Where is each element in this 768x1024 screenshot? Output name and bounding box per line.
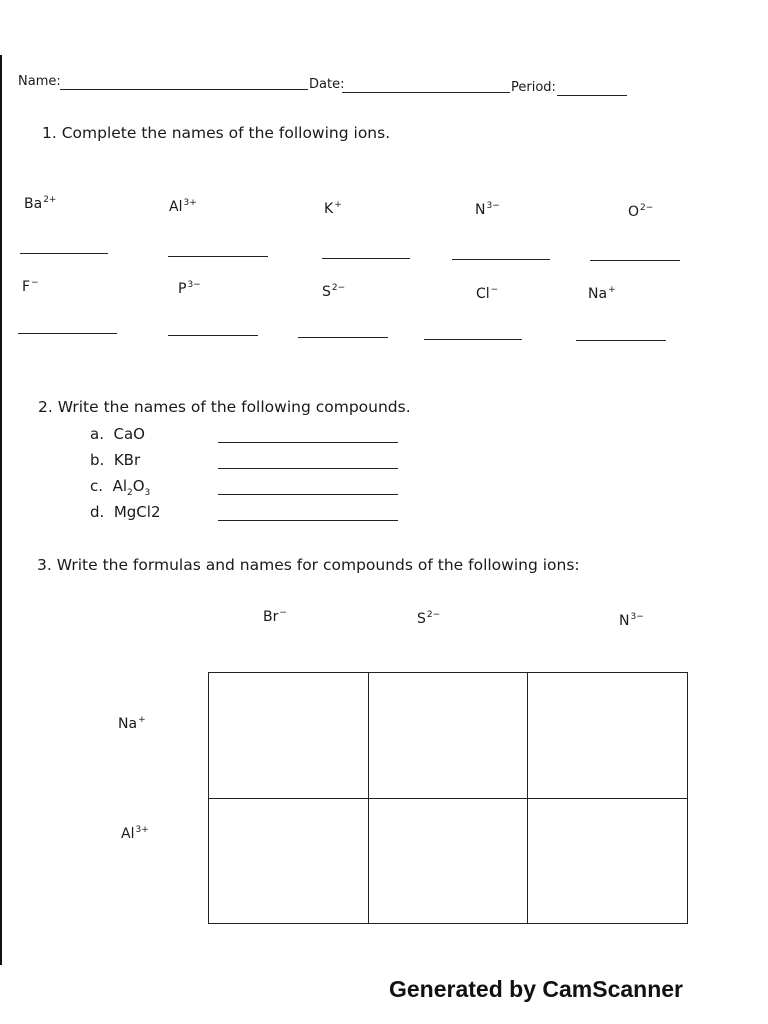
grid-cell-na-br[interactable] [209, 673, 369, 799]
answer-line[interactable] [168, 335, 258, 336]
answer-line[interactable] [452, 259, 550, 260]
date-label: Date: [309, 77, 345, 92]
cation-al: $Al^{3+}$ [121, 825, 149, 842]
anion-br: Br− [263, 608, 287, 625]
compound-item-b: b. KBr [90, 451, 141, 469]
answer-line[interactable] [20, 253, 108, 254]
compound-grid [208, 672, 688, 924]
answer-line[interactable] [168, 256, 268, 257]
name-field[interactable] [60, 89, 308, 90]
ion-s: $S^{2-}$ [322, 283, 346, 300]
answer-line[interactable] [298, 337, 388, 338]
compound-item-c: c. $Al_2O_3$ [90, 477, 151, 498]
answer-line[interactable] [218, 494, 398, 495]
camscanner-watermark: Generated by CamScanner [389, 976, 684, 1002]
ion-o: $O^{2-}$ [628, 203, 654, 220]
ion-p: $P^{3-}$ [178, 280, 201, 297]
ion-f: F− [22, 278, 39, 295]
period-field[interactable] [557, 95, 627, 96]
answer-line[interactable] [590, 260, 680, 261]
question-3-prompt: 3. Write the formulas and names for compounds of the following ions: [37, 556, 580, 574]
date-field[interactable] [342, 92, 510, 93]
grid-cell-al-n[interactable] [528, 798, 688, 924]
compound-item-a: a. CaO [90, 425, 145, 443]
compound-item-d: d. MgCl2 [90, 503, 161, 521]
answer-line[interactable] [218, 520, 398, 521]
anion-s: $S^{2-}$ [417, 610, 441, 627]
grid-cell-na-n[interactable] [528, 673, 688, 799]
name-label: Name: [18, 74, 61, 89]
cation-na: Na+ [118, 715, 146, 732]
scan-edge [0, 55, 2, 965]
ion-na: Na+ [588, 285, 616, 302]
question-1-prompt: 1. Complete the names of the following ions. [42, 124, 391, 142]
answer-line[interactable] [424, 339, 522, 340]
answer-line[interactable] [322, 258, 410, 259]
grid-cell-al-s[interactable] [368, 798, 528, 924]
answer-line[interactable] [218, 442, 398, 443]
grid-cell-al-br[interactable] [209, 798, 369, 924]
ion-al: $Al^{3+}$ [169, 198, 197, 215]
question-2-prompt: 2. Write the names of the following compounds. [38, 398, 411, 416]
answer-line[interactable] [18, 333, 117, 334]
grid-cell-na-s[interactable] [368, 673, 528, 799]
period-label: Period: [511, 80, 556, 95]
ion-ba: $Ba^{2+}$ [24, 195, 57, 212]
answer-line[interactable] [218, 468, 398, 469]
ion-k: K+ [324, 200, 342, 217]
anion-n: $N^{3-}$ [619, 612, 644, 629]
ion-n: $N^{3-}$ [475, 201, 500, 218]
ion-cl: Cl− [476, 285, 499, 302]
answer-line[interactable] [576, 340, 666, 341]
